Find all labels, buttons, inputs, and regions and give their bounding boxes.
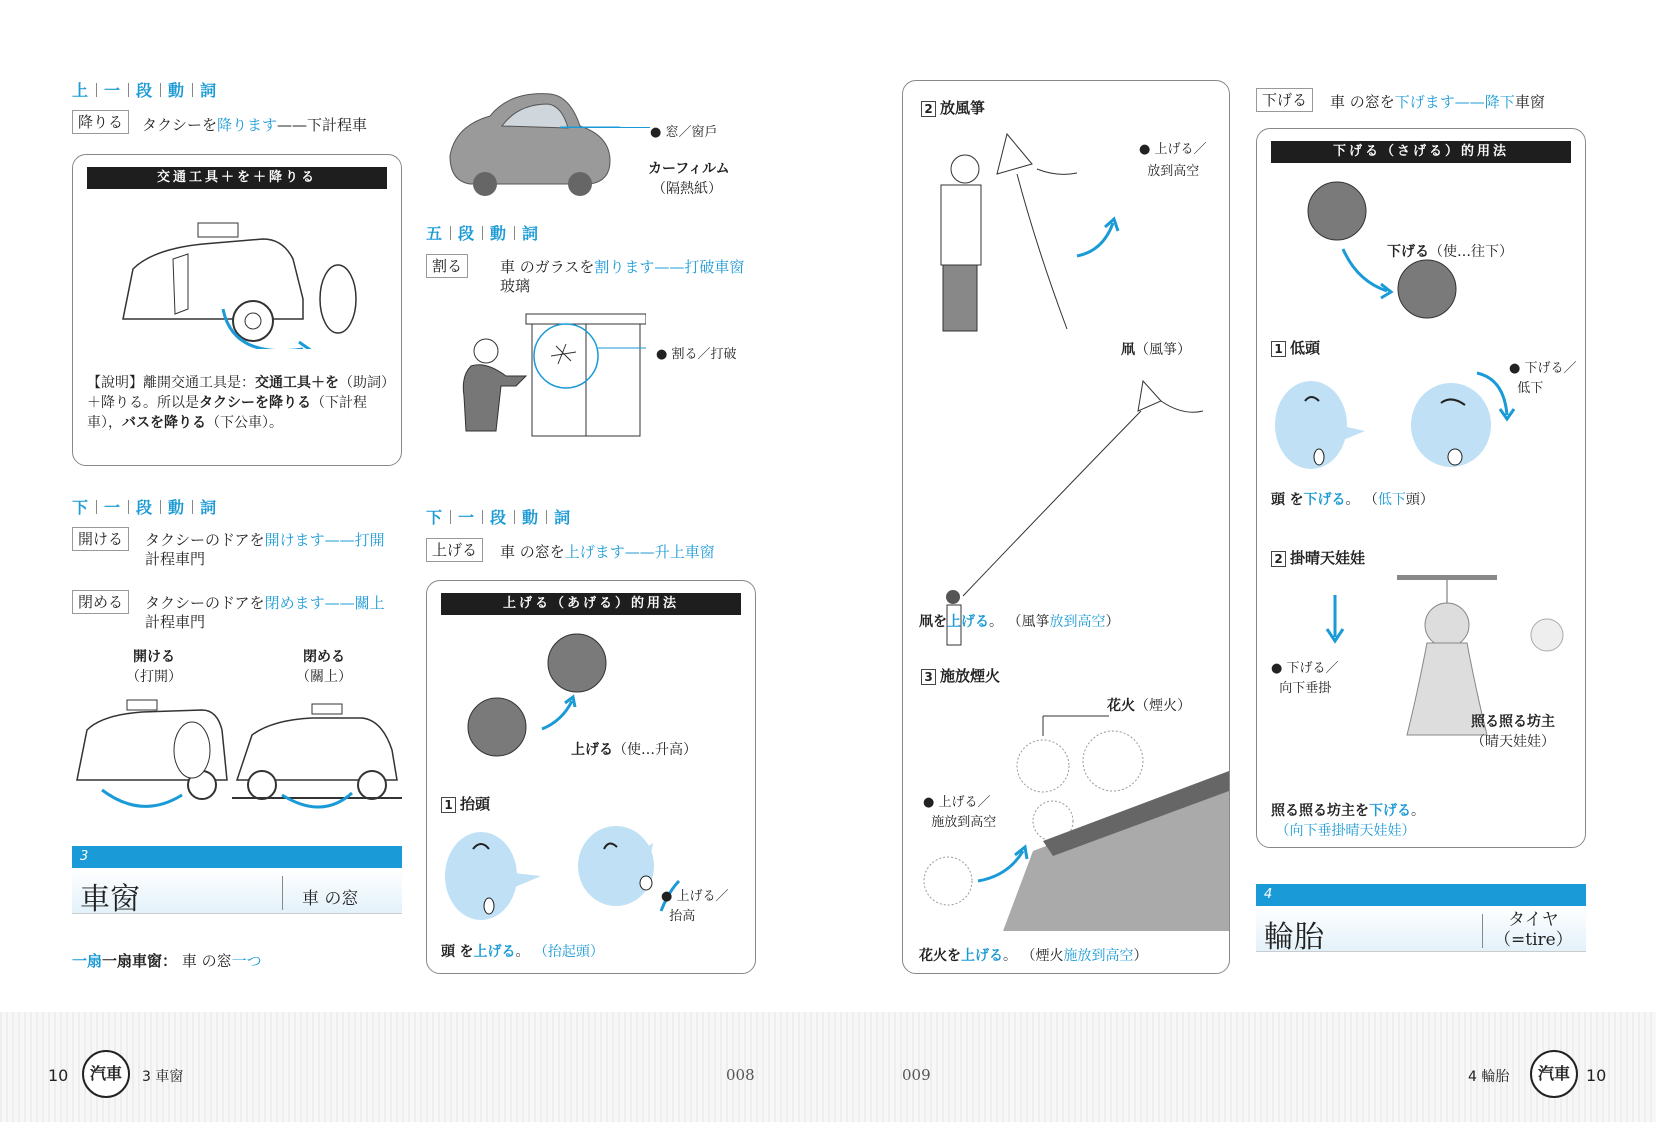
car-label-window: ● 窓／窗戶 [650, 125, 718, 140]
heading-kami-ichidan: 上 一 段 動 詞 [72, 81, 218, 100]
subsection-kite: 2 放風箏 [921, 97, 985, 118]
example-akeru: タクシーのドアを開けます——打開 計程車門 [145, 531, 385, 568]
open-label: 開ける （打開） [126, 649, 182, 685]
footer-band [0, 1012, 1656, 1122]
ageru-main-label: 上げる（使…升高） [571, 742, 697, 758]
example-waru: 車 のガラスを割ります——打破車窗 玻璃 [500, 258, 745, 295]
footer-right-page-number: 009 [902, 1066, 931, 1084]
footer-left-chapter-num: 10 [48, 1066, 69, 1085]
heading-godan: 五 段 動 詞 [426, 224, 540, 243]
verb-ageru: 上げる [426, 538, 483, 562]
raise-head-caption: 頭 を上げる。 （抬起頭） [441, 944, 604, 960]
usage-box-ageru [426, 580, 756, 974]
verb-waru: 割る [426, 254, 468, 278]
heading-shimo-ichidan: 下 一 段 動 詞 [72, 498, 218, 517]
heading-shimo-ichidan-2: 下 一 段 動 詞 [426, 508, 572, 527]
section-3-header: 3 車窗 車 の窓 [72, 846, 402, 914]
example-oriru: タクシーを降ります——下計程車 [142, 116, 368, 134]
box-title: 下げる（さげる）的用法 [1271, 141, 1571, 163]
counter-line: 一扇一扇車窗： 車 の窓一つ [72, 952, 262, 970]
box-explanation: 【說明】離開交通工具是：交通工具＋を（助詞）＋降りる。所以是タクシーを降りる（下計程車），バスを降りる（下公車）。 [87, 375, 388, 431]
section-4-header: 4 輪胎 タイヤ （=tire） [1256, 884, 1586, 952]
kite-word: 凧（風箏） [1121, 342, 1191, 358]
footer-left-chapter-circle: 汽車 [82, 1050, 130, 1098]
break-window-illustration [446, 306, 646, 476]
verb-shimeru: 閉める [72, 590, 129, 614]
taxi-illustration [113, 199, 363, 349]
hang-doll-word: 照る照る坊主 （晴天娃娃） [1471, 714, 1555, 750]
hang-doll-caption: 照る照る坊主を下げる。 （向下垂掛晴天娃娃） [1271, 803, 1425, 839]
usage-box-ageru-2 [902, 80, 1230, 974]
fireworks-word: 花火（煙火） [1107, 698, 1191, 714]
footer-left-section: 3 車窗 [142, 1069, 184, 1085]
break-label: ● 割る／打破 [656, 347, 737, 362]
footer-right-chapter-num: 10 [1586, 1066, 1607, 1085]
example-shimeru: タクシーのドアを閉めます——關上 計程車門 [145, 594, 385, 631]
verb-akeru: 開ける [72, 527, 129, 551]
subsection-hang-doll: 2 掛晴天娃娃 [1271, 547, 1365, 568]
subsection-fireworks: 3 施放煙火 [921, 665, 1000, 686]
example-sageru: 車 の窓を下げます——降下車窗 [1330, 93, 1545, 111]
car-window-illustration [440, 86, 620, 196]
subsection-lower-head: 1 低頭 [1271, 337, 1320, 358]
usage-box-sageru [1256, 128, 1586, 848]
section-4-title: 輪胎 [1264, 920, 1324, 955]
hang-doll-label: ● 下げる／ 向下垂掛 [1271, 661, 1339, 696]
car-label-film-tr: （隔熱紙） [652, 181, 722, 197]
verb-oriru: 降りる [72, 110, 129, 134]
box-title: 上げる（あげる）的用法 [441, 593, 741, 615]
section-3-title: 車窗 [80, 882, 140, 917]
footer-left-page-number: 008 [726, 1066, 755, 1084]
usage-box-oriru [72, 154, 402, 466]
lower-head-label: ● 下げる／ 低下 [1509, 361, 1577, 396]
car-label-film: カーフィルム [648, 161, 730, 177]
open-close-taxi-illustration [72, 690, 402, 820]
kite-label: ● 上げる／ 放到高空 [1139, 142, 1207, 179]
footer-right-section: 4 輪胎 [1468, 1069, 1510, 1085]
kite-caption: 凧を上げる。 （風箏放到高空） [919, 614, 1120, 630]
box-title: 交通工具＋を＋降りる [87, 167, 387, 189]
kite-arrow [1073, 211, 1133, 261]
lower-head-caption: 頭 を下げる。 （低下頭） [1271, 492, 1434, 508]
footer-right-chapter-circle: 汽車 [1530, 1050, 1578, 1098]
raise-head-illustration [441, 821, 691, 921]
section-3-jp: 車 の窓 [302, 889, 359, 909]
close-label: 閉める （關上） [296, 649, 352, 685]
section-4-jp: タイヤ （=tire） [1494, 910, 1573, 950]
subsection-raise-head: 1 抬頭 [441, 793, 490, 814]
fireworks-caption: 花火を上げる。 （煙火施放到高空） [919, 948, 1148, 964]
raise-head-label: ● 上げる／ 抬高 [661, 889, 729, 924]
sageru-main-label: 下げる（使…往下） [1387, 244, 1513, 260]
lower-head-illustration [1269, 365, 1529, 475]
verb-sageru: 下げる [1256, 88, 1313, 112]
fireworks-label: ● 上げる／ 施放到高空 [923, 795, 997, 830]
example-ageru: 車 の窓を上げます——升上車窗 [500, 543, 715, 561]
